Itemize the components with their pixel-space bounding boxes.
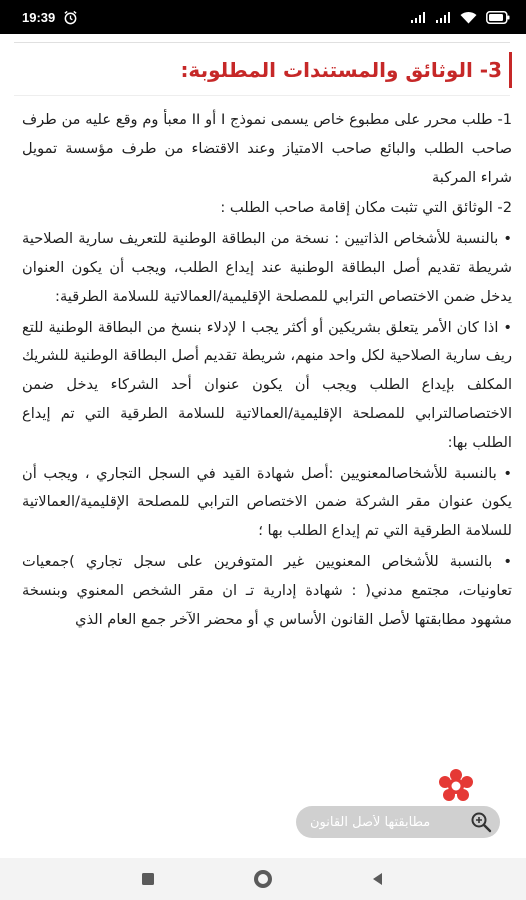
recent-apps-icon[interactable]	[131, 862, 165, 896]
status-left	[22, 10, 78, 25]
navigation-bar	[0, 858, 526, 900]
signal-icon	[410, 11, 426, 24]
paragraph-request-form: 1- طلب محرر على مطبوع خاص يسمى نموذج I أو II معبأ وم وقع عليه من طرف صاحب الطلب والبائع صاحب الامتياز وعند الاقتضاء من طرف مؤسسة تمويل شراء المركبة	[22, 111, 512, 186]
header-bottom-divider	[14, 95, 510, 96]
zoom-icon[interactable]	[468, 809, 494, 835]
paragraph-non-registered-entities: • بالنسبة للأشخاص المعنويين غير المتوفرين على سجل تجاري )جمعيات تعاونيات، مجتمع مدني( : شهادة إدارية تـ ان مقر الشخص المعنوي وبنسخة مشهود مطابقتها لأصل القانون الأساس ي أو محضر الآخر جمع العام الذي	[22, 552, 512, 628]
wifi-icon	[460, 11, 477, 24]
flower-badge-icon	[438, 768, 474, 808]
header-divider	[14, 42, 510, 43]
status-bar	[0, 0, 526, 34]
article-body	[22, 106, 512, 856]
paragraph-residence-docs: 2- الوثائق التي تثبت مكان إقامة صاحب الطلب :	[220, 199, 512, 217]
section-title: 3- الوثائق والمستندات المطلوبة:	[180, 58, 502, 82]
title-accent-bar	[509, 52, 512, 88]
battery-icon	[486, 11, 510, 24]
alarm-icon	[63, 10, 78, 25]
floating-text-pill[interactable]	[296, 806, 500, 838]
home-icon[interactable]	[246, 862, 280, 896]
floating-badge[interactable]	[436, 768, 476, 808]
section-header	[0, 42, 526, 96]
back-icon[interactable]	[361, 862, 395, 896]
paragraph-partners: • اذا كان الأمر يتعلق بشريكين أو أكثر يجب ا لإدلاء بنسخ من البطاقة الوطنية للتع ريف سارية الصلاحية لكل واحد منهم، شريطة تقديم أصل البطاقة الوطنية للشريك المكلف بإيداع الطلب ويجب أن يكون عنوان أحد الشركاء يدخل ضمن الاختصاصالترابي للمصلحة الإقليمية/العمالاتية للسلامة الطرقية التي تم إيداع الطلب بها:	[22, 318, 512, 451]
paragraph-natural-persons: • بالنسبة للأشخاص الذاتيين : نسخة من البطاقة الوطنية للتعريف سارية الصلاحية شريطة تقديم أصل البطاقة الوطنية عند إيداع الطلب، ويجب أن يكون العنوان يدخل ضمن الاختصاص الترابي للمصلحة الإقليمية/العمالاتية للسلامة الطرقية:	[22, 230, 512, 305]
signal-icon	[435, 11, 451, 24]
pill-label: مطابقتها لأصل القانون	[310, 814, 431, 830]
status-right	[410, 11, 510, 24]
paragraph-legal-entities: • بالنسبة للأشخاصالمعنويين :أصل شهادة القيد في السجل التجاري ، ويجب أن يكون عنوان مقر الشركة ضمن الاختصاص الترابي للمصلحة الإقليمية/العمالاتية للسلامة الطرقية التي تم إيداع الطلب بها ؛	[22, 464, 512, 540]
status-time: 19:39	[22, 9, 56, 25]
